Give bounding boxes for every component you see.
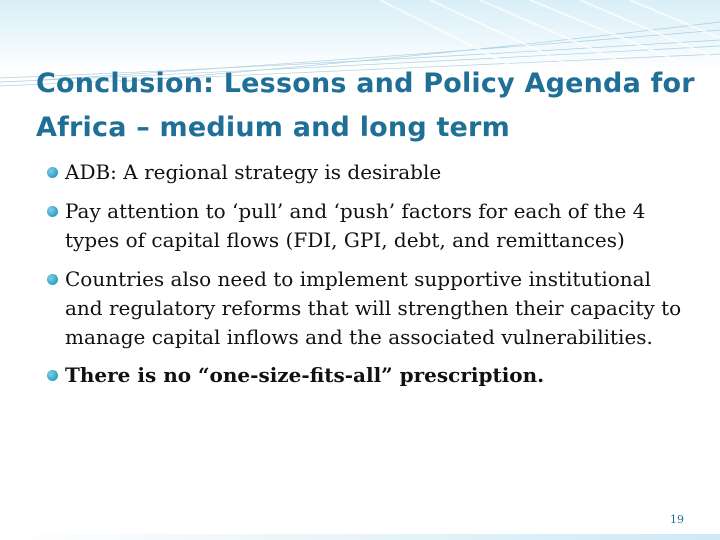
bullet-dot-icon (47, 370, 58, 381)
bullet-item-1 (47, 158, 687, 187)
bullet-item-4 (47, 361, 687, 390)
bullet-dot-icon (47, 206, 58, 217)
bullet-dot-icon (47, 167, 58, 178)
page-number: 19 (670, 513, 684, 526)
bullet-list (47, 158, 687, 400)
bullet-item-2 (47, 197, 687, 255)
bullet-dot-icon (47, 274, 58, 285)
bullet-text: ADB: A regional strategy is desirable (65, 160, 442, 184)
bullet-text: Countries also need to implement supportive institutional and regulatory reforms that will strengthen their capacity to manage capital inflows and the associated vulnerabilities. (65, 267, 682, 349)
bullet-text: Pay attention to ‘pull’ and ‘push’ factors for each of the 4 types of capital flows (FDI, GPI, debt, and remittances) (65, 199, 646, 252)
bullet-text: There is no “one-size-fits-all” prescription. (65, 363, 545, 387)
slide-title: Conclusion: Lessons and Policy Agenda for Africa – medium and long term (36, 68, 695, 143)
bullet-item-3 (47, 265, 687, 352)
footer-rule (0, 534, 720, 540)
